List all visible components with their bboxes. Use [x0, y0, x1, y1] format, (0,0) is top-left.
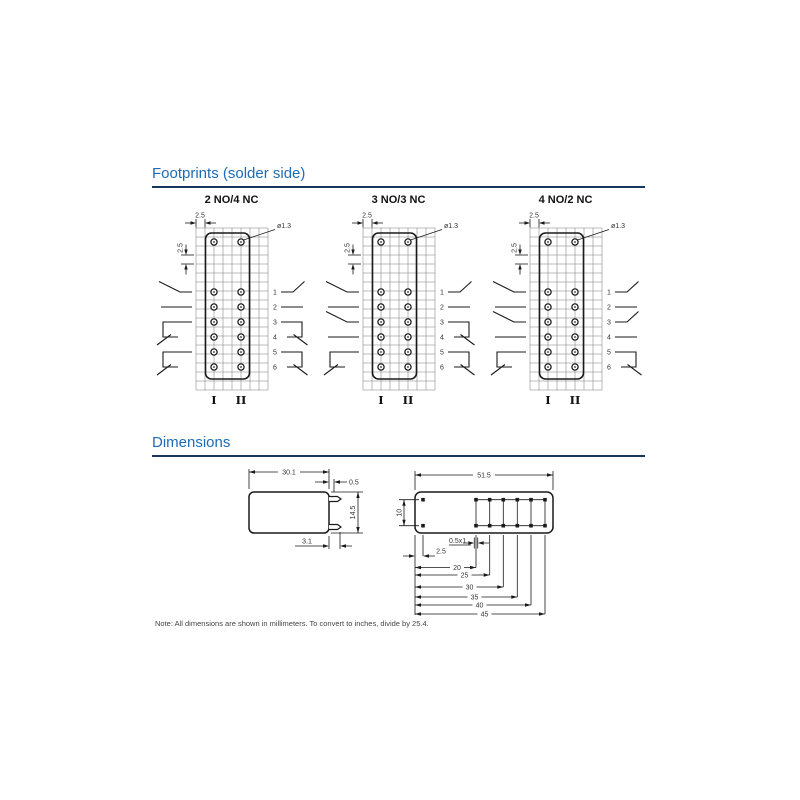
dim-20-label: 20: [453, 565, 461, 572]
footprint-title: 4 NO/2 NC: [538, 194, 593, 206]
footprint-4no-2nc: [488, 194, 643, 408]
svg-text:2: 2: [440, 304, 444, 312]
arrowhead: [356, 527, 359, 533]
arrowhead: [409, 554, 415, 557]
no-contact-symbol: [326, 282, 359, 308]
svg-text:2.5: 2.5: [195, 212, 205, 220]
arrowhead: [415, 612, 421, 615]
svg-text:II: II: [569, 393, 581, 407]
dimensions-section-heading: [152, 434, 645, 457]
svg-text:1: 1: [273, 289, 277, 297]
svg-text:II: II: [402, 393, 414, 407]
svg-text:3: 3: [607, 319, 611, 327]
dim-row-spacing-label: 10: [396, 508, 404, 517]
svg-text:1: 1: [440, 289, 444, 297]
arrowhead: [470, 566, 476, 569]
dim-45-label: 45: [480, 611, 489, 619]
no-contact-symbol: [159, 282, 192, 308]
dim-body-length-label: 51.5: [477, 472, 491, 480]
footprint-diagram-2no-4nc: [154, 208, 309, 408]
arrowhead: [497, 585, 503, 588]
units-note: Note: All dimensions are shown in millimeters. To convert to inches, divide by 25.4.: [155, 619, 429, 628]
dim-pin-inset-label: 3.1: [302, 538, 312, 546]
footprint-diagram-4no-2nc: [488, 208, 643, 408]
no-contact-symbol: [493, 312, 526, 338]
dim-40-label: 40: [475, 602, 484, 610]
dimensions-section-title: Dimensions: [152, 434, 231, 451]
svg-text:5: 5: [440, 349, 444, 357]
arrowhead: [415, 566, 421, 569]
footprints-section-title: Footprints (solder side): [152, 165, 306, 182]
arrowhead: [323, 470, 329, 473]
no-contact-symbol: [615, 282, 639, 308]
svg-text:2.5: 2.5: [362, 212, 372, 220]
svg-text:3: 3: [440, 319, 444, 327]
nc-contact-symbol: [157, 322, 192, 345]
page-content: [152, 165, 645, 628]
footprint-diagram-3no-3nc: [321, 208, 476, 408]
svg-text:6: 6: [273, 364, 277, 372]
nc-contact-symbol: [615, 352, 642, 375]
dim-body-height-label: 14.5: [350, 505, 357, 520]
relay-bottom-view-drawing: [393, 459, 668, 624]
arrowhead: [334, 480, 340, 483]
svg-text:I: I: [211, 393, 217, 407]
svg-text:2.5: 2.5: [529, 212, 539, 220]
no-contact-symbol: [281, 282, 305, 308]
no-contact-symbol: [326, 312, 359, 338]
footprint-drawing: [157, 213, 308, 408]
arrowhead: [249, 470, 255, 473]
relay-pin-bottom: [329, 525, 341, 530]
svg-text:2: 2: [607, 304, 611, 312]
footprint-drawing: [324, 213, 475, 408]
arrowhead: [423, 554, 429, 557]
svg-text:2.5: 2.5: [177, 243, 185, 253]
svg-text:5: 5: [607, 349, 611, 357]
dim-pin-offset-label: 0.5: [349, 479, 359, 487]
dim-35-label: 35: [470, 594, 479, 602]
svg-text:II: II: [235, 393, 247, 407]
svg-text:I: I: [378, 393, 384, 407]
arrowhead: [547, 473, 553, 476]
footprint-title: 3 NO/3 NC: [371, 194, 426, 206]
dim-body-width-label: 30.1: [282, 469, 296, 477]
svg-text:3: 3: [273, 319, 277, 327]
footprint-3no-3nc: [321, 194, 476, 408]
arrowhead: [484, 573, 490, 576]
footprint-2no-4nc: [154, 194, 309, 408]
relay-pin-top: [329, 497, 341, 502]
nc-contact-symbol: [281, 322, 308, 345]
svg-text:2.5: 2.5: [511, 243, 519, 253]
svg-text:6: 6: [440, 364, 444, 372]
arrowhead: [415, 473, 421, 476]
nc-contact-symbol: [491, 352, 526, 375]
svg-text:4: 4: [440, 334, 444, 342]
arrowhead: [402, 520, 405, 526]
svg-text:1: 1: [607, 289, 611, 297]
arrowhead: [415, 595, 421, 598]
arrowhead: [415, 603, 421, 606]
nc-contact-symbol: [448, 352, 475, 375]
arrowhead: [468, 541, 474, 544]
svg-text:5: 5: [273, 349, 277, 357]
dim-pin-size-label: 0.5x1: [449, 538, 467, 545]
svg-text:ø1.3: ø1.3: [611, 223, 626, 230]
arrowhead: [539, 612, 545, 615]
svg-text:2: 2: [273, 304, 277, 312]
svg-text:I: I: [545, 393, 551, 407]
arrowhead: [340, 544, 346, 547]
dimension-drawings: [152, 457, 645, 619]
footprint-row: [152, 194, 645, 408]
dim-25-label: 25: [460, 572, 469, 580]
svg-text:4: 4: [607, 334, 611, 342]
arrowhead: [478, 541, 484, 544]
svg-text:2.5: 2.5: [344, 243, 352, 253]
svg-text:ø1.3: ø1.3: [444, 223, 459, 230]
dim-30-label: 30: [465, 584, 474, 592]
nc-contact-symbol: [448, 322, 475, 345]
arrowhead: [323, 544, 329, 547]
arrowhead: [511, 595, 517, 598]
svg-text:4: 4: [273, 334, 277, 342]
nc-contact-symbol: [281, 352, 308, 375]
arrowhead: [525, 603, 531, 606]
footprint-title: 2 NO/4 NC: [204, 194, 259, 206]
nc-contact-symbol: [324, 352, 359, 375]
relay-body-side: [249, 492, 329, 533]
dim-first-pin-label: 2.5: [436, 548, 446, 556]
arrowhead: [323, 480, 329, 483]
no-contact-symbol: [493, 282, 526, 308]
nc-contact-symbol: [157, 352, 192, 375]
arrowhead: [356, 492, 359, 498]
footprint-drawing: [491, 213, 642, 408]
no-contact-symbol: [615, 312, 639, 338]
svg-text:6: 6: [607, 364, 611, 372]
arrowhead: [415, 573, 421, 576]
footprints-section-heading: [152, 165, 645, 188]
no-contact-symbol: [448, 282, 472, 308]
svg-text:ø1.3: ø1.3: [277, 223, 292, 230]
arrowhead: [402, 500, 405, 506]
arrowhead: [415, 585, 421, 588]
